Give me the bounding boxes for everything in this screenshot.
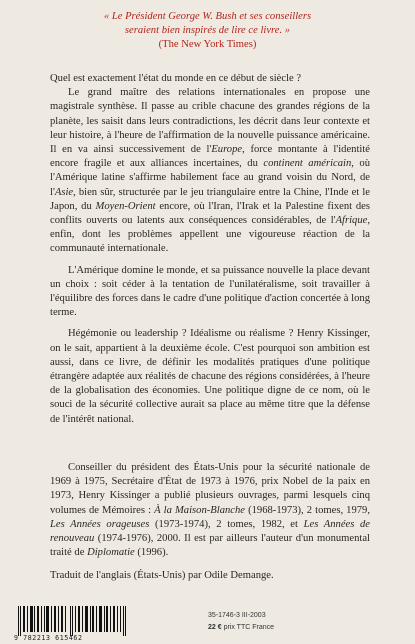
price-label: 22 € prix TTC France: [208, 624, 275, 631]
author-biography: Conseiller du président des États-Unis pour la sécurité nationale de 1969 à 1975, Secrétaire d'État de 1973 à 1976, prix Nobel de la paix en 1973, Henry Kissinger a publié plusieurs ouvrages, parmi lesquels cinq volumes de Mémoires : À la Maison-Blanche (1968-1973), 2 tomes, 1979, Les Années orageuses (1973-1974), 2 tomes, 1982, et Les Années de renouveau (1974-1976), 2000. Il est par ailleurs l'auteur d'un monumental traité de Diplomatie (1996).: [50, 462, 370, 559]
translation-credit: Traduit de l'anglais (États-Unis) par Odile Demange.: [50, 570, 274, 581]
quote-source: (The New York Times): [158, 39, 257, 50]
barcode-number: 9 782213 615462: [14, 634, 83, 642]
paragraph-synthesis: Le grand maître des relations internationales en propose une magistrale synthèse. Il passe au crible chacune des grandes régions de la planète, les saisit dans leurs contradictions, les décrit dans leur contexte et leur histoire, à l'heure de l'affirmation de la nouvelle puissance américaine. Il en va ainsi successivement de l'Europe, force montante à l'identité encore fragile et aux alliances incertaines, du continent américain, où l'Amérique latine s'affirme habilement face au grand voisin du Nord, de l'Asie, bien sûr, structurée par le jeu triangulaire entre la Chine, l'Inde et le Japon, du Moyen-Orient encore, où l'Iran, l'Irak et la Palestine fixent des conflits ouverts ou latents aux conséquences considérables, de l'Afrique, enfin, dont les problèmes appellent une vigoureuse réaction de la communauté internationale.: [50, 87, 370, 255]
quote-line-2: seraient bien inspirés de lire ce livre. »: [124, 25, 291, 36]
barcode-icon: [18, 606, 126, 636]
press-quote: [0, 10, 415, 52]
quote-line-1: « Le Président George W. Bush et ses conseillers: [103, 11, 312, 22]
catalog-code: 35-1746-3 III-2003: [208, 612, 266, 619]
paragraph-hegemony: Hégémonie ou leadership ? Idéalisme ou réalisme ? Henry Kissinger, on le sait, appartient à la deuxième école. C'est pourquoi son ambition est aussi, dans ce livre, de définir les modalités pratiques d'une politique étrangère adaptée aux réalités de chacune des régions considérées, à l'heure de la globalisation des économies. Une politique digne de ce nom, où le souci de la sécurité collective aurait sa place au même titre que la défense de l'intérêt national.: [50, 328, 370, 425]
paragraph-choice: L'Amérique domine le monde, et sa puissance nouvelle la place devant un choix : soit céder à la tentation de l'unilatéralisme, soit travailler à l'équilibre des forces dans le cadre d'une politique d'action concertée à long terme.: [50, 264, 370, 319]
paragraph-question: Quel est exactement l'état du monde en ce début de siècle ?: [50, 73, 302, 84]
back-cover-text: [50, 72, 370, 427]
